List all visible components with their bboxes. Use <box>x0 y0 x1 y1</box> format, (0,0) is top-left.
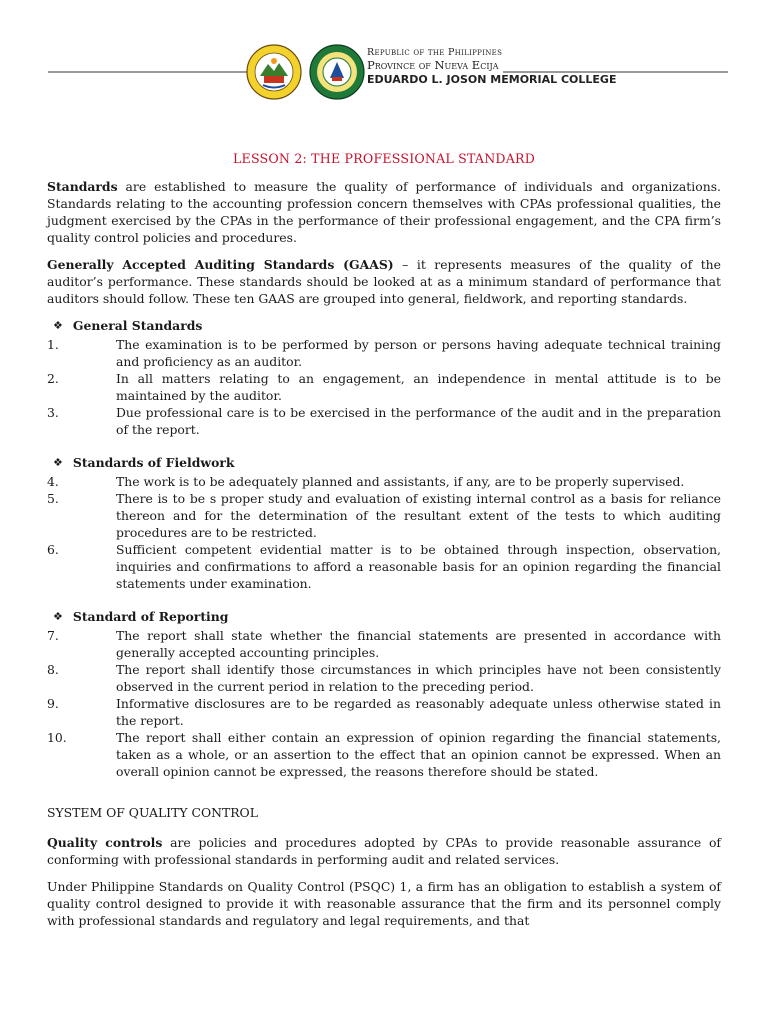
institution-name-block <box>367 48 616 85</box>
institution-line-1: Republic of the Philippines <box>367 47 503 58</box>
diamond-bullet-icon: ❖ <box>53 456 63 469</box>
item-text: Informative disclosures are to be regarded as reasonably adequate unless otherwise stated in the report. <box>116 696 721 728</box>
quality-controls-text: are policies and procedures adopted by CPAs to provide reasonable assurance of conforming with professional standards in performing audit and related services. <box>47 835 721 867</box>
item-number: 7. <box>47 628 59 643</box>
quality-controls-paragraph <box>47 834 721 868</box>
letterhead <box>0 0 768 100</box>
item-text: Due professional care is to be exercised in the performance of the audit and in the preparation of the report. <box>116 405 721 437</box>
list-item <box>47 541 721 592</box>
item-text: In all matters relating to an engagement, an independence in mental attitude is to be maintained by the auditor. <box>116 371 721 403</box>
list-item <box>47 490 721 541</box>
general-standards-heading: General Standards <box>72 318 203 333</box>
diamond-bullet-icon: ❖ <box>53 610 63 623</box>
document-body <box>47 150 721 939</box>
fieldwork-heading: Standards of Fieldwork <box>72 455 235 470</box>
diamond-bullet-icon: ❖ <box>53 319 63 332</box>
item-text: The work is to be adequately planned and assistants, if any, are to be properly supervised. <box>116 474 685 489</box>
reporting-heading: Standard of Reporting <box>72 609 229 624</box>
list-item <box>47 370 721 404</box>
list-item <box>47 627 721 661</box>
item-number: 6. <box>47 542 59 557</box>
gaas-term: Generally Accepted Auditing Standards (GAAS) <box>47 257 394 272</box>
quality-controls-term: Quality controls <box>47 835 163 850</box>
list-item <box>47 336 721 370</box>
item-number: 10. <box>47 730 67 745</box>
gaas-text: – it represents measures of the quality of the auditor’s performance. These standards should be looked at as a minimum standard of performance that auditors should follow. These ten GAAS are grouped into general, fieldwork, and reporting standards. <box>47 257 721 306</box>
item-text: The examination is to be performed by person or persons having adequate technical training and proficiency as an auditor. <box>116 337 721 369</box>
system-of-quality-control-heading: SYSTEM OF QUALITY CONTROL <box>47 805 258 820</box>
list-item <box>47 404 721 438</box>
list-item <box>47 473 721 490</box>
item-text: The report shall identify those circumstances in which principles have not been consistently observed in the current period in relation to the preceding period. <box>116 662 721 694</box>
standards-term: Standards <box>47 179 118 194</box>
list-item <box>47 695 721 729</box>
province-seal-logo <box>246 44 302 100</box>
lesson-title: LESSON 2: THE PROFESSIONAL STANDARD <box>232 151 536 166</box>
item-number: 2. <box>47 371 59 386</box>
item-number: 8. <box>47 662 59 677</box>
item-text: The report shall state whether the financial statements are presented in accordance with generally accepted accounting principles. <box>116 628 721 660</box>
list-item <box>47 729 721 780</box>
item-text: The report shall either contain an expression of opinion regarding the financial statements, taken as a whole, or an assertion to the effect that an opinion cannot be expressed. When an overall opinion cannot be expressed, the reasons therefore should be stated. <box>116 730 721 779</box>
college-seal-logo <box>309 44 365 100</box>
standards-paragraph <box>47 178 721 246</box>
section-heading <box>53 317 721 334</box>
gaas-paragraph <box>47 256 721 307</box>
institution-line-3: EDUARDO L. JOSON MEMORIAL COLLEGE <box>367 73 617 86</box>
reporting-standards-section <box>47 608 721 780</box>
fieldwork-standards-section <box>47 454 721 592</box>
item-text: There is to be s proper study and evaluation of existing internal control as a basis for reliance thereon and for the determination of the resultant extent of the tests to which auditing procedures are to be restricted. <box>116 491 721 540</box>
standards-text: are established to measure the quality of performance of individuals and organizations. Standards relating to the accounting profession concern themselves with CPAs professional qualities, the judgment exercised by the CPAs in the performance of their professional engagement, and the CPA firm’s quality control policies and procedures. <box>47 179 721 245</box>
item-number: 5. <box>47 491 59 506</box>
general-standards-section <box>47 317 721 438</box>
item-number: 4. <box>47 474 59 489</box>
item-number: 9. <box>47 696 59 711</box>
section-heading <box>53 608 721 625</box>
institution-line-2: Province of Nueva Ecija <box>367 57 499 72</box>
item-number: 1. <box>47 337 59 352</box>
item-text: Sufficient competent evidential matter is to be obtained through inspection, observation, inquiries and confirmations to afford a reasonable basis for an opinion regarding the financial statements under examination. <box>116 542 721 591</box>
section-heading <box>53 454 721 471</box>
psqc-paragraph: Under Philippine Standards on Quality Control (PSQC) 1, a firm has an obligation to establish a system of quality control designed to provide it with reasonable assurance that the firm and its personnel comply with professional standards and regulatory and legal requirements, and that <box>47 879 721 928</box>
list-item <box>47 661 721 695</box>
item-number: 3. <box>47 405 59 420</box>
